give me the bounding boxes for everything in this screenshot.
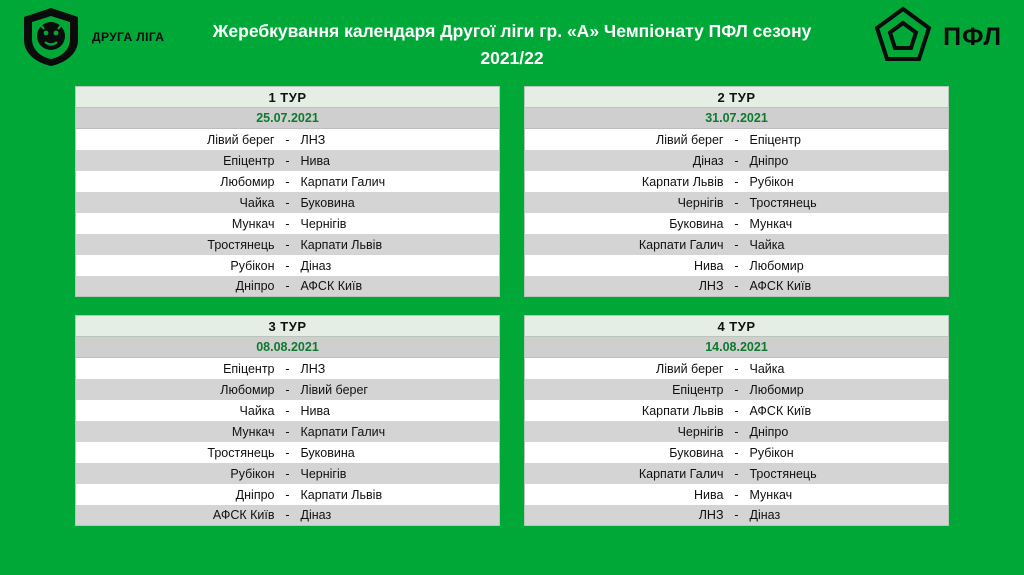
round-block-3 (75, 315, 500, 526)
home-team: Лівий берег (656, 132, 724, 147)
separator: - (285, 174, 290, 189)
home-team: Дніпро (235, 279, 275, 293)
separator: - (734, 361, 739, 376)
separator: - (285, 508, 290, 522)
table-row (75, 129, 500, 150)
separator: - (285, 195, 290, 210)
separator: - (285, 279, 290, 293)
separator: - (285, 216, 290, 231)
away-team: АФСК Київ (749, 403, 812, 418)
home-team: Епіцентр (223, 361, 275, 376)
away-team: Чайка (749, 237, 785, 252)
round-date: 08.08.2021 (75, 337, 500, 358)
away-team: Нива (300, 153, 330, 168)
home-team: Епіцентр (672, 382, 724, 397)
pfl-logo-caption: ПФЛ (943, 22, 1002, 51)
separator: - (734, 445, 739, 460)
separator: - (285, 466, 290, 481)
separator: - (285, 403, 290, 418)
round-block-4 (524, 315, 949, 526)
away-team: Карпати Львів (300, 487, 383, 502)
separator: - (285, 445, 290, 460)
page-title: Жеребкування календаря Другої ліги гр. «А» Чемпіонату ПФЛ сезону 2021/22 (212, 21, 812, 69)
home-team: Мункач (231, 216, 275, 231)
table-row (75, 400, 500, 421)
away-team: Чернігів (300, 466, 347, 481)
away-team: Карпати Галич (300, 424, 386, 439)
separator: - (734, 279, 739, 293)
away-team: Епіцентр (749, 132, 801, 147)
table-row (75, 484, 500, 505)
separator: - (734, 382, 739, 397)
pentagon-ball-icon (873, 6, 933, 68)
away-team: Нива (300, 403, 330, 418)
home-team: Лівий берег (207, 132, 275, 147)
away-team: Буковина (300, 195, 355, 210)
separator: - (734, 216, 739, 231)
home-team: Буковина (669, 445, 724, 460)
away-team: Лівий берег (300, 382, 368, 397)
away-team: Буковина (300, 445, 355, 460)
away-team: Карпати Галич (300, 174, 386, 189)
away-team: Карпати Львів (300, 237, 383, 252)
home-team: Мункач (231, 424, 275, 439)
separator: - (285, 487, 290, 502)
match-list (524, 358, 949, 526)
home-team: Чайка (239, 403, 275, 418)
away-team: Любомир (749, 258, 804, 273)
away-team: Рубікон (749, 445, 794, 460)
table-row (75, 421, 500, 442)
separator: - (734, 153, 739, 168)
rounds-grid (0, 86, 1024, 526)
home-team: Карпати Галич (638, 237, 724, 252)
home-team: Нива (694, 487, 724, 502)
table-row (524, 150, 949, 171)
match-list (75, 129, 500, 297)
home-team: ЛНЗ (698, 279, 724, 293)
table-row (524, 129, 949, 150)
home-team: Карпати Галич (638, 466, 724, 481)
home-team: Рубікон (230, 258, 275, 273)
match-list (75, 358, 500, 526)
separator: - (734, 195, 739, 210)
table-row (75, 442, 500, 463)
druga-liga-logo (18, 6, 164, 68)
match-list (524, 129, 949, 297)
table-row (524, 442, 949, 463)
slide-header (0, 0, 1024, 90)
pfl-logo (873, 6, 1002, 68)
away-team: Тростянець (749, 195, 817, 210)
table-row (524, 463, 949, 484)
table-row (524, 358, 949, 379)
lion-head-shield-icon (18, 6, 84, 68)
separator: - (734, 237, 739, 252)
home-team: Епіцентр (223, 153, 275, 168)
home-team: Карпати Львів (641, 403, 724, 418)
home-team: Рубікон (230, 466, 275, 481)
table-row (524, 213, 949, 234)
round-title: 1 ТУР (75, 86, 500, 108)
table-row (524, 421, 949, 442)
away-team: ЛНЗ (300, 132, 326, 147)
separator: - (734, 466, 739, 481)
separator: - (734, 487, 739, 502)
table-row (524, 379, 949, 400)
home-team: Любомир (220, 174, 275, 189)
separator: - (285, 382, 290, 397)
separator: - (734, 508, 739, 522)
away-team: АФСК Київ (749, 279, 812, 293)
home-team: ЛНЗ (698, 508, 724, 522)
table-row (75, 255, 500, 276)
away-team: Чернігів (300, 216, 347, 231)
table-row (75, 213, 500, 234)
table-row (524, 484, 949, 505)
table-row (75, 171, 500, 192)
home-team: Тростянець (207, 445, 275, 460)
home-team: Чернігів (677, 195, 724, 210)
away-team: Мункач (749, 216, 793, 231)
druga-liga-logo-caption: ДРУГА ЛІГА (92, 30, 165, 44)
table-row (75, 234, 500, 255)
round-block-1 (75, 86, 500, 297)
away-team: Дніпро (749, 424, 789, 439)
home-team: Лівий берег (656, 361, 724, 376)
table-row (524, 171, 949, 192)
home-team: Любомир (220, 382, 275, 397)
home-team: Буковина (669, 216, 724, 231)
table-row (75, 276, 500, 297)
home-team: Нива (694, 258, 724, 273)
table-row (75, 358, 500, 379)
separator: - (285, 424, 290, 439)
table-row (75, 463, 500, 484)
table-row (75, 192, 500, 213)
round-date: 14.08.2021 (524, 337, 949, 358)
home-team: Карпати Львів (641, 174, 724, 189)
away-team: Діназ (300, 508, 332, 522)
home-team: АФСК Київ (212, 508, 275, 522)
home-team: Чайка (239, 195, 275, 210)
round-title: 4 ТУР (524, 315, 949, 337)
separator: - (734, 132, 739, 147)
table-row (524, 400, 949, 421)
separator: - (285, 237, 290, 252)
home-team: Дніпро (235, 487, 275, 502)
round-block-2 (524, 86, 949, 297)
round-title: 2 ТУР (524, 86, 949, 108)
home-team: Діназ (692, 153, 724, 168)
away-team: Чайка (749, 361, 785, 376)
table-row (75, 505, 500, 526)
away-team: Дніпро (749, 153, 789, 168)
separator: - (734, 174, 739, 189)
separator: - (285, 258, 290, 273)
away-team: Мункач (749, 487, 793, 502)
separator: - (734, 403, 739, 418)
table-row (524, 192, 949, 213)
away-team: Тростянець (749, 466, 817, 481)
home-team: Чернігів (677, 424, 724, 439)
separator: - (285, 153, 290, 168)
separator: - (734, 424, 739, 439)
table-row (524, 276, 949, 297)
separator: - (285, 361, 290, 376)
away-team: АФСК Київ (300, 279, 363, 293)
separator: - (285, 132, 290, 147)
table-row (75, 150, 500, 171)
table-row (524, 505, 949, 526)
home-team: Тростянець (207, 237, 275, 252)
table-row (75, 379, 500, 400)
away-team: ЛНЗ (300, 361, 326, 376)
table-row (524, 255, 949, 276)
separator: - (734, 258, 739, 273)
away-team: Діназ (300, 258, 332, 273)
round-date: 25.07.2021 (75, 108, 500, 129)
away-team: Рубікон (749, 174, 794, 189)
away-team: Діназ (749, 508, 781, 522)
table-row (524, 234, 949, 255)
away-team: Любомир (749, 382, 804, 397)
round-date: 31.07.2021 (524, 108, 949, 129)
round-title: 3 ТУР (75, 315, 500, 337)
